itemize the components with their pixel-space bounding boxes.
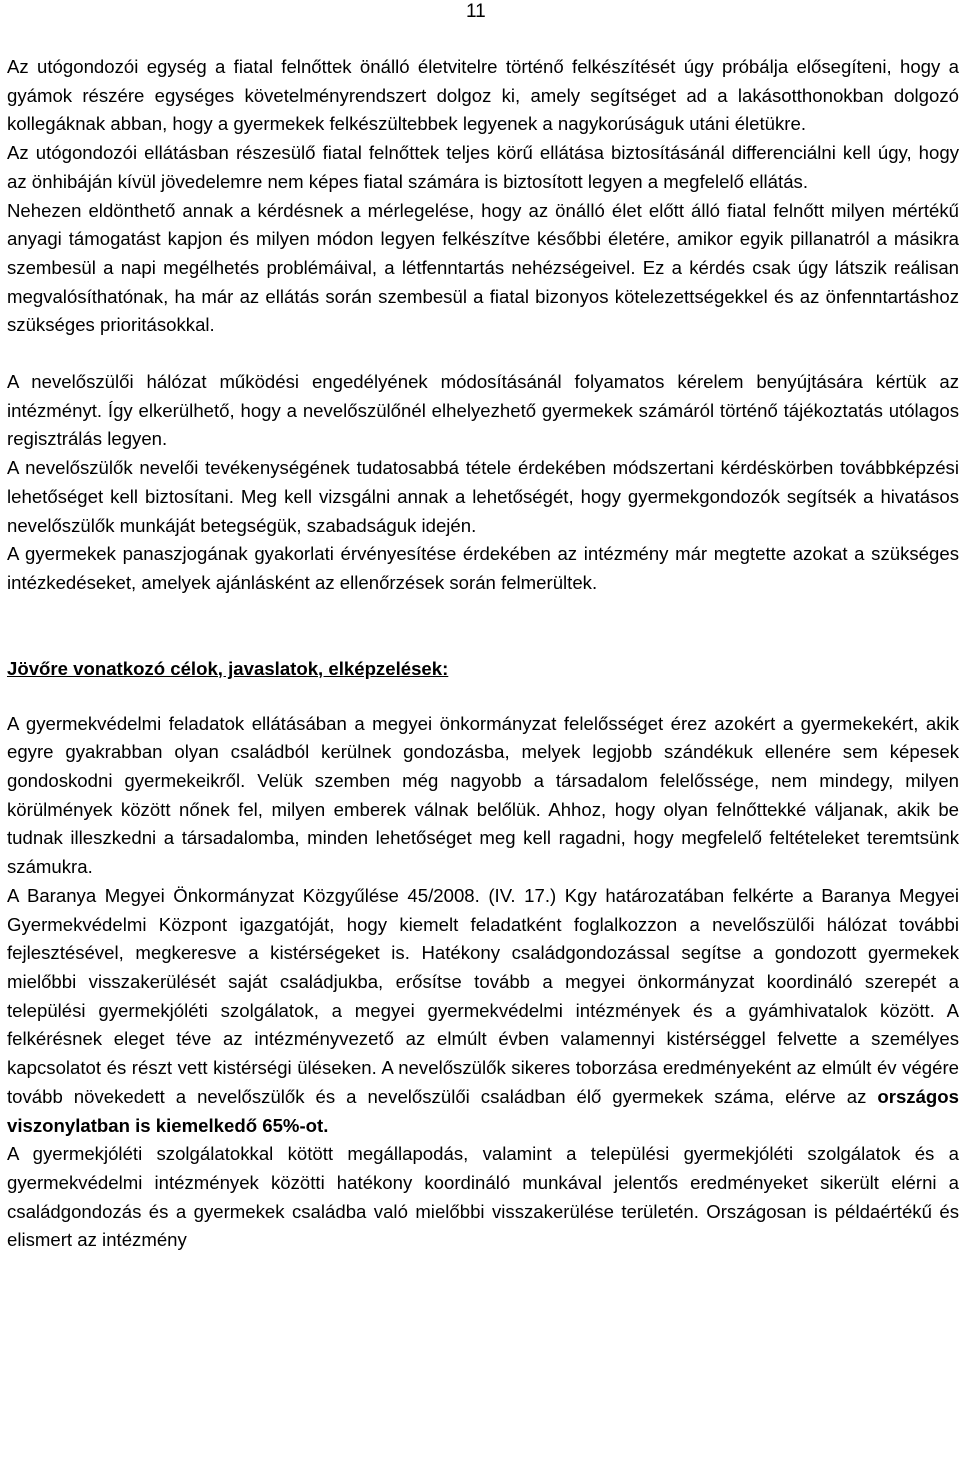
paragraph-aftercare-provision: Az utógondozói ellátásban részesülő fiatal felnőttek teljes körű ellátása biztosításánál differenciálni kell úgy, hogy az önhibáján kívül jövedelemre nem képes fiatal számára is biztosított legyen a megfelelő ellátás. [7, 142, 959, 192]
paragraph-foster-network-license: A nevelőszülői hálózat működési engedélyének módosításánál folyamatos kérelem benyújtására kértük az intézményt. Így elkerülhető, hogy a nevelőszülőnél elhelyezhető gyermekek számáról történő tájékoztatás utólagos regisztrálás legyen. [7, 371, 959, 450]
paragraph-child-welfare-cooperation: A gyermekjóléti szolgálatokkal kötött megállapodás, valamint a települési gyermekjóléti szolgálatok és a gyermekvédelmi intézmények közötti hatékony koordináló munkával jelentős eredményeket sikerült elérni a családgondozás és a gyermekek családba való mielőbbi visszakerülése területén. Országosan is példaértékű és elismert az intézmény [7, 1143, 959, 1251]
section-heading-future-goals: Jövőre vonatkozó célok, javaslatok, elképzelések: [7, 657, 449, 679]
paragraph-foster-parent-training: A nevelőszülők nevelői tevékenységének tudatosabbá tétele érdekében módszertani kérdéskörben továbbképzési lehetőséget kell biztosítani. Meg kell vizsgálni annak a lehetőségét, hogy gyermekgondozók segítsék a hivatásos nevelőszülők munkáját betegségük, szabadságuk idején. [7, 457, 959, 536]
paragraph-county-resolution [7, 882, 959, 1140]
paragraph-child-protection: A gyermekvédelmi feladatok ellátásában a megyei önkormányzat felelősséget érez azokért a gyermekekért, akik egyre gyakrabban olyan családból kerülnek gondozásba, melyek legjobb szándékuk ellenére sem képesek gondoskodni gyermekeikről. Velük szemben még nagyobb a társadalom felelőssége, nem mindegy, milyen körülmények között nőnek fel, milyen emberek válnak belőlük. Ahhoz, hogy olyan felnőttekké váljanak, akik be tudnak illeszkedni a társadalomba, minden lehetőséget meg kell ragadni, hogy megfelelő feltételeket teremtsünk számukra. [7, 712, 959, 878]
highlight-65-percent: országos viszonylatban is kiemelkedő 65%-ot. [7, 1085, 959, 1136]
page-number: 11 [466, 1, 486, 22]
paragraph-complaint-rights: A gyermekek panaszjogának gyakorlati érvényesítése érdekében az intézmény már megtette azokat a szükséges intézkedéseket, amelyek ajánlásként az ellenőrzések során felmerültek. [7, 543, 959, 593]
paragraph-aftercare-unit: Az utógondozói egység a fiatal felnőttek önálló életvitelre történő felkészítését úgy próbálja elősegíteni, hogy a gyámok részére egységes követelményrendszert dolgoz ki, amely segítséget ad a lakásotthonokban dolgozó kollegáknak abban, hogy a gyermekek felkészültebbek legyenek a nagykorúságuk utáni életükre. [7, 56, 959, 135]
paragraph-financial-support: Nehezen eldönthető annak a kérdésnek a mérlegelése, hogy az önálló élet előtt álló fiatal felnőtt milyen mértékű anyagi támogatást kapjon és milyen módon legyen felkészítve későbbi életére, amikor egyik pillanatról a másikra szembesül a napi megélhetés problémáival, a létfenntartás nehézségeivel. Ez a kérdés csak úgy látszik reálisan megvalósíthatónak, ha már az ellátás során szembesül a fiatal bizonyos kötelezettségekkel és az önfenntartáshoz szükséges prioritásokkal. [7, 199, 959, 336]
resolution-text: A Baranya Megyei Önkormányzat Közgyűlése 45/2008. (IV. 17.) Kgy határozatában felkérte a Baranya Megyei Gyermekvédelmi Központ igazgatóját, hogy kiemelt feladatként foglalkozzon a nevelőszülői hálózat további fejlesztésével, megkeresve a kistérségeket is. Hatékony családgondozással segítse a gondozott gyermekek mielőbbi visszakerülését saját családjukba, erősítse tovább a megyei önkormányzat koordináló szerepét a települési gyermekjóléti szolgálatok, a megyei gyermekvédelmi intézmények és a gyámhivatalok között. A felkérésnek eleget téve az intézményvezető az elmúlt évben valamennyi kistérséggel felvette a személyes kapcsolatot és részt vett kistérségi üléseken. A nevelőszülők sikeres toborzása eredményeként az elmúlt év végére tovább növekedett a nevelőszülők és a nevelőszülői családban élő gyermekek száma, elérve az [7, 884, 959, 1107]
document-body [7, 53, 960, 1255]
